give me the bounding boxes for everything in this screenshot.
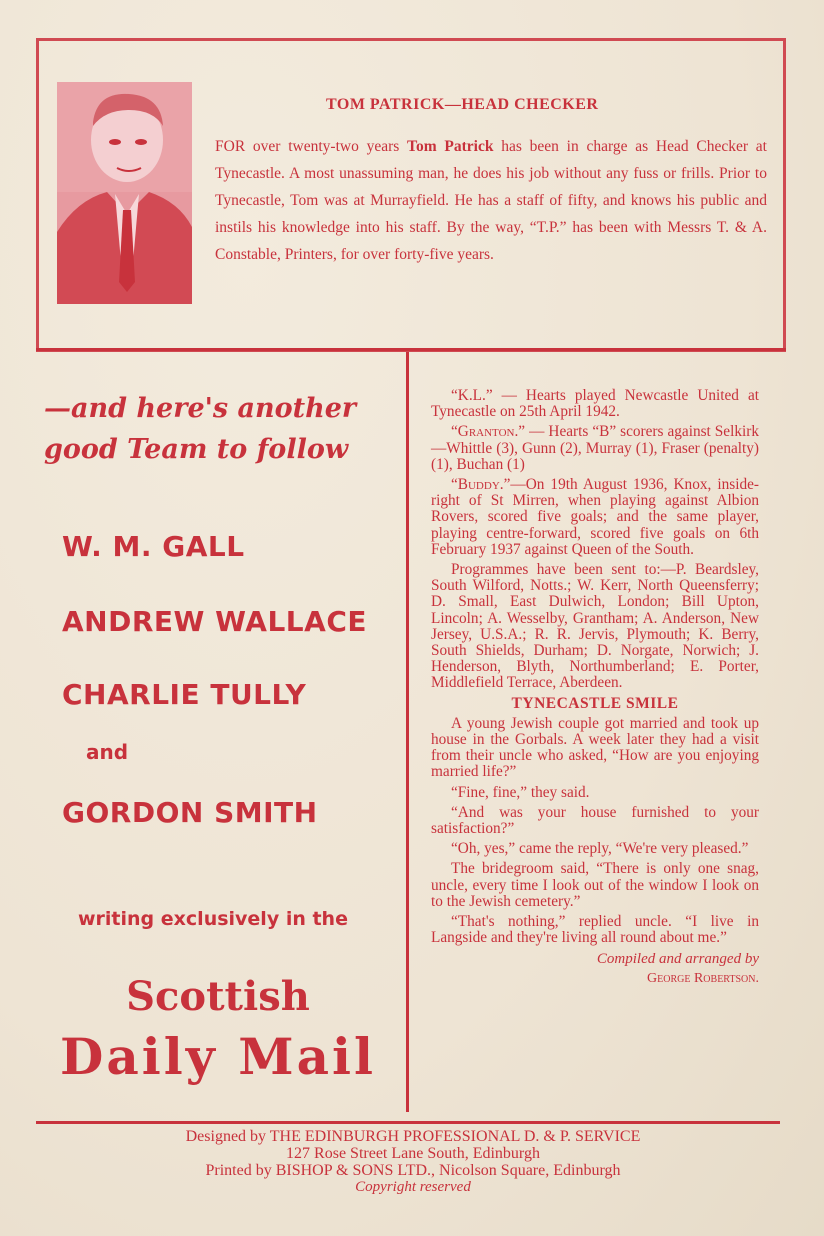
footer-line-1: Designed by THE EDINBURGH PROFESSIONAL D. & P. SERVICE xyxy=(185,1128,641,1145)
headline-line-1: —and here's another xyxy=(44,393,357,424)
player-name-3: CHARLIE TULLY xyxy=(62,678,307,711)
headline-line-2: good Team to follow xyxy=(44,434,349,465)
printer-footer xyxy=(36,1128,790,1196)
profile-text-lead: FOR over twenty-two years xyxy=(215,138,408,155)
smile-paragraph: The bridegroom said, “There is only one snag, uncle, every time I look out of the window I look on to the Jewish cemetery.” xyxy=(431,860,759,910)
note-buddy-head: “Buddy.” xyxy=(451,476,511,494)
smile-paragraph: A young Jewish couple got married and took up house in the Gorbals. A week later they had a visit from their uncle who asked, “How are you enjoying married life?” xyxy=(431,714,759,781)
profile-name: Tom Patrick xyxy=(407,138,494,155)
footer-line-3: Printed by BISHOP & SONS LTD., Nicolson Square, Edinburgh xyxy=(205,1162,621,1179)
player-name-1: W. M. GALL xyxy=(62,530,245,563)
note-buddy xyxy=(431,477,759,558)
scottish-daily-mail-logo xyxy=(40,968,396,1086)
writing-label: writing exclusively in the xyxy=(78,908,348,930)
smile-paragraph: “And was your house furnished to your satisfaction?” xyxy=(431,803,759,838)
smile-paragraph: “That's nothing,” replied uncle. “I live in Langside and they're living all round about me.” xyxy=(431,913,759,947)
footer-line-2: 127 Rose Street Lane South, Edinburgh xyxy=(286,1145,540,1162)
notes-column xyxy=(431,388,759,991)
smile-credit-name: George Robertson. xyxy=(647,970,759,986)
note-granton xyxy=(431,424,759,473)
and-label: and xyxy=(86,740,129,764)
profile-title: TOM PATRICK—HEAD CHECKER xyxy=(326,96,599,113)
logo-line-2: Daily Mail xyxy=(60,1027,376,1086)
smile-paragraph: “Fine, fine,” they said. xyxy=(451,783,590,801)
note-kl-head: “K.L.” xyxy=(451,387,493,404)
column-divider xyxy=(406,352,409,1112)
note-buddy-text: —On 19th August 1936, Knox, inside-right of St Mirren, when playing against Albion Rovers, scored five goals; and the same player, playing centre-forward, scored five goals on 6th February 1937 against Queen of the South. xyxy=(431,476,759,558)
smile-title: TYNECASTLE SMILE xyxy=(511,694,679,712)
note-granton-head: “Granton.” xyxy=(451,423,526,441)
advert-headline xyxy=(44,388,399,470)
note-granton-text: — Hearts “B” scorers against Selkirk—Whittle (3), Gunn (2), Murray (1), Fraser (penalty) (1), Buchan (1) xyxy=(431,423,759,473)
logo-line-1: Scottish xyxy=(126,973,310,1020)
profile-text-rest: has been in charge as Head Checker at Tynecastle. A most unassuming man, he does his job without any fuss or frills. Prior to Tynecastle, Tom was at Murrayfield. He has a staff of fifty, and knows his public and instils his knowledge into his staff. By the way, “T.P.” has been with Messrs T. & A. Constable, Printers, for over forty-five years. xyxy=(215,138,767,263)
smile-credit: Compiled and arranged by xyxy=(596,950,759,967)
bottom-divider xyxy=(36,1121,780,1124)
footer-copyright: Copyright reserved xyxy=(355,1179,471,1195)
note-kl-text: — Hearts played Newcastle United at Tynecastle on 25th April 1942. xyxy=(431,387,759,421)
note-programmes: Programmes have been sent to:—P. Beardsley, South Wilford, Notts.; W. Kerr, North Queensferry; D. Small, East Dulwich, London; Bill Upton, Lincoln; A. Wesselby, Grantham; A. Anderson, New Jersey, U.S.A.; R. R. Jervis, Plymouth; K. Berry, South Shields, Durham; D. Norgate, Norwich; J. Henderson, Blyth, Northumberland; E. Porter, Middlefield Terrace, Aberdeen. xyxy=(431,561,759,692)
portrait-photo xyxy=(57,82,192,304)
top-divider xyxy=(36,348,786,351)
player-name-2: ANDREW WALLACE xyxy=(62,605,367,638)
smile-paragraph: “Oh, yes,” came the reply, “We're very pleased.” xyxy=(451,840,749,858)
note-kl xyxy=(431,388,759,420)
player-name-4: GORDON SMITH xyxy=(62,796,318,829)
profile-text xyxy=(215,133,767,268)
